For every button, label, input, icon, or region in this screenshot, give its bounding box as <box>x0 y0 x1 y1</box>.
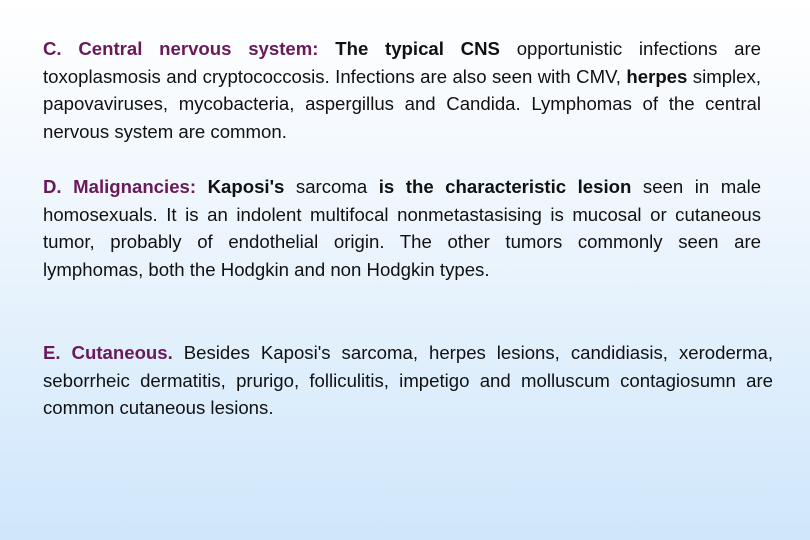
section-cutaneous <box>43 339 773 422</box>
section-cns-emph: herpes <box>626 65 688 87</box>
section-cns-text-b: simplex, papovaviruses, mycobacteria, aspergillus and Candida. Lymphomas of the central nervous system are common. <box>43 65 761 142</box>
section-cns-lead: The typical CNS <box>335 38 500 59</box>
section-cutaneous-heading: E. <box>43 342 61 363</box>
section-malignancies-text-a: sarcoma <box>295 176 368 197</box>
section-cutaneous-text: Besides Kaposi's sarcoma, herpes lesions, candidiasis, xeroderma, seborrheic dermatitis, prurigo, folliculitis, impetigo and molluscum contagiosumn are common cutaneous lesions. <box>43 342 773 419</box>
section-malignancies-lead: Kaposi's <box>207 176 285 197</box>
section-cns-heading: C. Central nervous system: <box>43 38 319 59</box>
section-cutaneous-heading-2: Cutaneous. <box>71 342 173 363</box>
section-malignancies-emph: is the characteristic lesion <box>378 176 632 197</box>
section-malignancies-text-b: seen in male homosexuals. It is an indolent multifocal nonmetastasising is mucosal or cutaneous tumor, probably of endothelial origin. The other tumors commonly seen are lymphomas, both the Hodgkin and non Hodgkin types. <box>43 176 762 280</box>
section-cns <box>43 35 761 145</box>
section-malignancies <box>43 173 761 283</box>
section-cns-text-a: opportunistic infections are toxoplasmosis and cryptococcosis. Infections are also seen with CMV, <box>43 38 762 87</box>
section-malignancies-heading: D. Malignancies: <box>43 176 197 197</box>
